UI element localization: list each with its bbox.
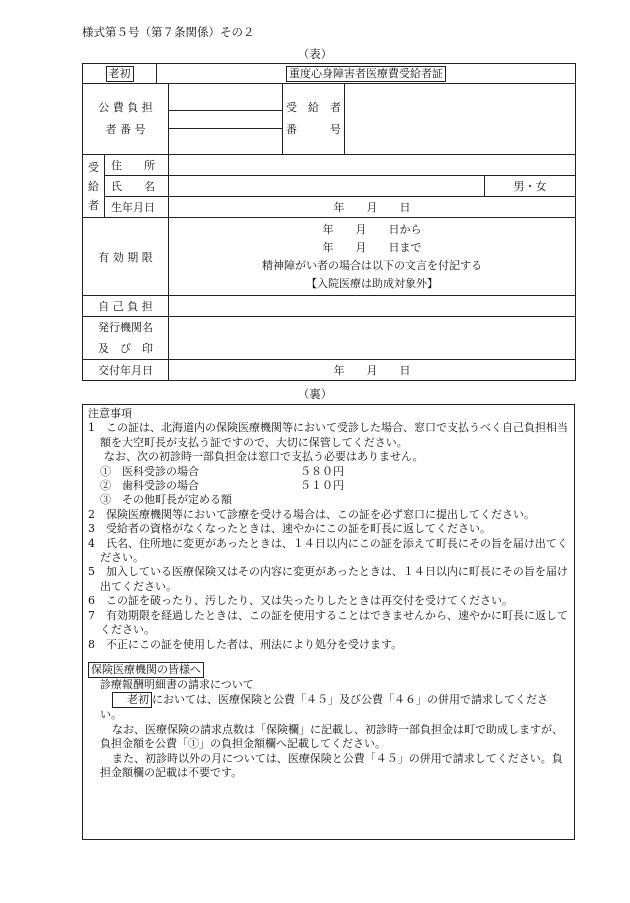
address-field	[169, 155, 576, 176]
recipient-number-label-2: 番 号	[286, 123, 341, 136]
payer-number-line-1	[169, 93, 282, 111]
claim-text-1: においては、医療保険と公費「４５」及び公費「４６」の併用で請求してください。	[100, 693, 548, 722]
certificate-front-table	[82, 63, 576, 381]
claim-badge: 老初	[112, 692, 152, 708]
fee-row: ① 医科受診の場合 ５８０円	[100, 464, 344, 478]
recipient-number-field	[345, 84, 576, 155]
payer-number-label-2: 者 番 号	[105, 123, 146, 136]
note-item-1: 1 この証は、北海道内の保険医療機関等において受診した場合、窓口で支払うべく自己負担相当額を大空町長が支払う証ですので、大切に保管してください。	[88, 421, 568, 449]
recipient-group-label: 受 給 者	[83, 155, 105, 218]
issue-date-label: 交付年月日	[83, 360, 169, 381]
claim-text-2: なお、医療保険の請求点数は「保険欄」に記載し、初診時一部負担金は町で助成しますが、負担金額を公費「①」の負担金額欄へ記載してください。	[100, 722, 563, 751]
address-label: 住 所	[105, 155, 169, 176]
note-item-1-sub: なお、次の初診時一部負担金は窓口で支払う必要はありません。	[104, 450, 424, 464]
name-field	[169, 176, 485, 197]
form-number: 様式第５号（第７条関係）その２	[82, 25, 255, 39]
elderly-first-badge: 老初	[106, 66, 134, 82]
back-side-label: （裏）	[297, 387, 333, 401]
certificate-back-notes	[82, 404, 575, 840]
institutions-title: 保険医療機関の皆様へ	[88, 662, 204, 678]
recipient-number-label-1: 受 給 者	[286, 101, 341, 114]
note-item-4: 4 氏名、住所地に変更があったときは、１４日以内にこの証を添えて町長にその旨を届け出てください。	[88, 536, 568, 565]
issuer-label-1: 発行機関名	[98, 321, 153, 334]
claim-title: 診療報酬明細書の請求について	[100, 677, 254, 691]
payer-number-line-3	[169, 129, 282, 146]
fee-row: ② 歯科受診の場合 ５１０円	[100, 479, 344, 493]
self-pay-label: 自 己 負 担	[83, 296, 169, 317]
gender-field: 男・女	[485, 176, 576, 197]
birth-date-label: 生年月日	[105, 197, 169, 218]
claim-text-3: また、初診時以外の月については、医療保険と公費「４５」の併用で請求してください。負担金額欄の記載は不要です。	[100, 751, 563, 779]
issue-date-field: 年 月 日	[169, 360, 576, 381]
note-item-3: 3 受給者の資格がなくなったときは、速やかにこの証を町長に返してください。	[88, 522, 491, 536]
issuer-field	[169, 317, 576, 360]
name-label: 氏 名	[105, 176, 169, 197]
note-item-8: 8 不正にこの証を使用した者は、刑法により処分を受けます。	[88, 637, 403, 651]
note-item-7: 7 有効期限を経過したときは、この証を使用することはできませんから、速やかに町長に返してください。	[88, 608, 568, 637]
issuer-label-2: 及 び 印	[98, 342, 153, 355]
front-side-label: （表）	[297, 47, 333, 61]
certificate-title: 重度心身障害者医療費受給者証	[286, 66, 446, 82]
payer-number-line-2	[169, 111, 282, 129]
birth-date-field: 年 月 日	[169, 197, 576, 218]
self-pay-field	[169, 296, 576, 317]
notes-title: 注意事項	[88, 407, 132, 420]
note-item-5: 5 加入している医療保険又はその内容に変更があったときは、１４日以内に町長にその旨を届け出てください。	[88, 565, 568, 593]
note-item-6: 6 この証を破ったり、汚したり、又は失ったりしたときは再交付を受けてください。	[88, 594, 513, 608]
validity-label: 有 効 期 限	[83, 218, 169, 296]
validity-field: 年 月 日から 年 月 日まで 精神障がい者の場合は以下の文言を付記する 【入院医療は助成対象外】	[169, 218, 576, 296]
fee-row: ③ その他町長が定める額	[100, 493, 232, 507]
payer-number-label-1: 公 費 負 担	[98, 101, 153, 114]
note-item-2: 2 保険医療機関等において診療を受ける場合は、この証を必ず窓口に提出してください。	[88, 507, 535, 521]
